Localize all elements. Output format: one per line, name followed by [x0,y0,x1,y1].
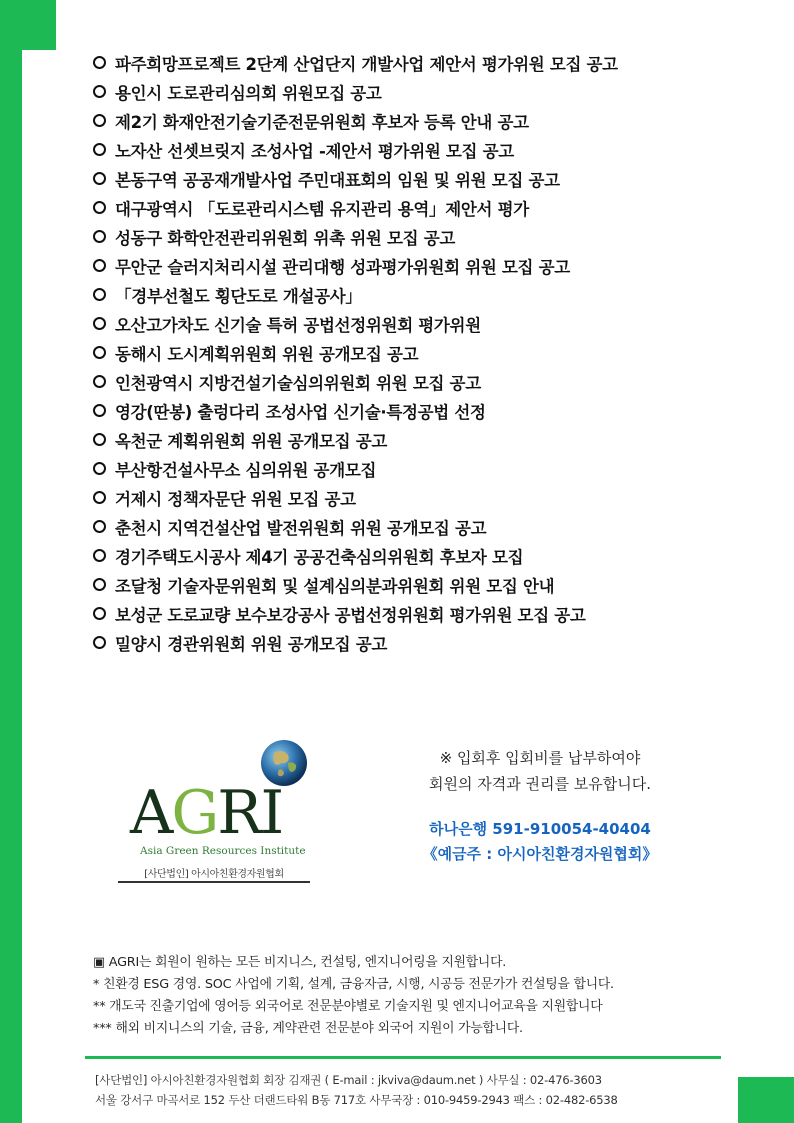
notice-title: 부산항건설사무소 심의위원 공개모집 [115,460,377,480]
notice-title: 대구광역시 「도로관리시스템 유지관리 용역」제안서 평가 [115,199,529,219]
circle-bullet-icon [93,230,106,243]
notice-title: 본동구역 공공재개발사업 주민대표회의 임원 및 위원 모집 공고 [115,170,560,190]
notice-title: 노자산 선셋브릿지 조성사업 -제안서 평가위원 모집 공고 [115,141,514,161]
notice-title: 거제시 정책자문단 위원 모집 공고 [115,489,356,509]
notice-item [93,106,618,135]
circle-bullet-icon [93,143,106,156]
circle-bullet-icon [93,259,106,272]
notice-title: 밀양시 경관위원회 위원 공개모집 공고 [115,634,388,654]
circle-bullet-icon [93,56,106,69]
notice-title: 인천광역시 지방건설기술심의위원회 위원 모집 공고 [115,373,481,393]
notice-item [93,309,618,338]
notice-title: 「경부선철도 횡단도로 개설공사」 [115,286,362,306]
circle-bullet-icon [93,375,106,388]
notice-item [93,164,618,193]
notice-item [93,135,618,164]
logo-subtitle: Asia Green Resources Institute [140,845,306,857]
circle-bullet-icon [93,317,106,330]
notice-item [93,454,618,483]
notice-title: 춘천시 지역건설산업 발전위원회 위원 공개모집 공고 [115,518,487,538]
circle-bullet-icon [93,491,106,504]
circle-bullet-icon [93,549,106,562]
notice-item [93,367,618,396]
footer-divider [85,1056,721,1059]
membership-note-1: ※ 입회후 입회비를 납부하여야 [439,749,641,767]
notice-item [93,396,618,425]
notice-item [93,628,618,657]
service-line: * 친환경 ESG 경영. SOC 사업에 기획, 설계, 금융자금, 시행, 시공등 전문가가 컨설팅을 합니다. [93,977,614,992]
notice-item [93,570,618,599]
notice-item [93,193,618,222]
circle-bullet-icon [93,114,106,127]
notice-title: 용인시 도로관리심의회 위원모집 공고 [115,83,382,103]
logo-korean-name: [사단법인] 아시아친환경자원협회 [118,865,310,883]
notice-title: 조달청 기술자문위원회 및 설계심의분과위원회 위원 모집 안내 [115,576,555,596]
notice-item [93,77,618,106]
circle-bullet-icon [93,578,106,591]
notice-title: 제2기 화재안전기술기준전문위원회 후보자 등록 안내 공고 [115,112,529,132]
membership-note-2: 회원의 자격과 권리를 보유합니다. [429,775,651,793]
notice-title: 경기주택도시공사 제4기 공공건축심의위원회 후보자 모집 [115,547,524,567]
notice-title: 성동구 화학안전관리위원회 위촉 위원 모집 공고 [115,228,456,248]
notice-title: 영강(딴봉) 출렁다리 조성사업 신기술·특정공법 선정 [115,402,486,422]
service-line: ** 개도국 진출기업에 영어등 외국어로 전문분야별로 기술지원 및 엔지니어교육을 지원합니다 [93,999,603,1014]
circle-bullet-icon [93,607,106,620]
notice-title: 옥천군 계획위원회 위원 공개모집 공고 [115,431,388,451]
notice-list [93,48,618,657]
circle-bullet-icon [93,636,106,649]
notice-item [93,425,618,454]
notice-item [93,280,618,309]
circle-bullet-icon [93,404,106,417]
top-green-block [0,0,56,50]
notice-item [93,483,618,512]
notice-item [93,48,618,77]
footer-address: 서울 강서구 마곡서로 152 두산 더랜드타워 B동 717호 사무국장 : 010-9459-2943 팩스 : 02-482-6538 [95,1093,618,1107]
services-section [93,952,614,1040]
notice-item [93,222,618,251]
service-line: ▣ AGRI는 회원이 원하는 모든 비지니스, 컨설팅, 엔지니어링을 지원합니다. [93,955,507,970]
notice-title: 동해시 도시계획위원회 위원 공개모집 공고 [115,344,419,364]
notice-item [93,541,618,570]
notice-title: 오산고가차도 신기술 특허 공법선정위원회 평가위원 [115,315,481,335]
circle-bullet-icon [93,346,106,359]
notice-item [93,251,618,280]
notice-item [93,599,618,628]
notice-title: 보성군 도로교량 보수보강공사 공법선정위원회 평가위원 모집 공고 [115,605,586,625]
circle-bullet-icon [93,85,106,98]
membership-info [400,745,680,867]
service-line: *** 해외 비지니스의 기술, 금융, 계약관련 전문분야 외국어 지원이 가능합니다. [93,1021,523,1036]
notice-title: 파주희망프로젝트 2단계 산업단지 개발사업 제안서 평가위원 모집 공고 [115,54,618,74]
notice-title: 무안군 슬러지처리시설 관리대행 성과평가위원회 위원 모집 공고 [115,257,570,277]
circle-bullet-icon [93,288,106,301]
agri-logo [110,735,320,885]
circle-bullet-icon [93,462,106,475]
footer [95,1070,618,1110]
circle-bullet-icon [93,520,106,533]
bottom-green-block [738,1077,794,1123]
bank-account: 하나은행 591-910054-40404 [429,820,651,838]
account-holder: 《예금주 : 아시아친환경자원협회》 [422,845,658,863]
notice-item [93,512,618,541]
footer-contact: [사단법인] 아시아친환경자원협회 회장 김재권 ( E-mail : jkviva@daum.net ) 사무실 : 02-476-3603 [95,1073,602,1087]
circle-bullet-icon [93,201,106,214]
circle-bullet-icon [93,172,106,185]
notice-item [93,338,618,367]
logo-wordmark: AGRI [130,778,283,848]
circle-bullet-icon [93,433,106,446]
left-green-bar [0,0,22,1123]
